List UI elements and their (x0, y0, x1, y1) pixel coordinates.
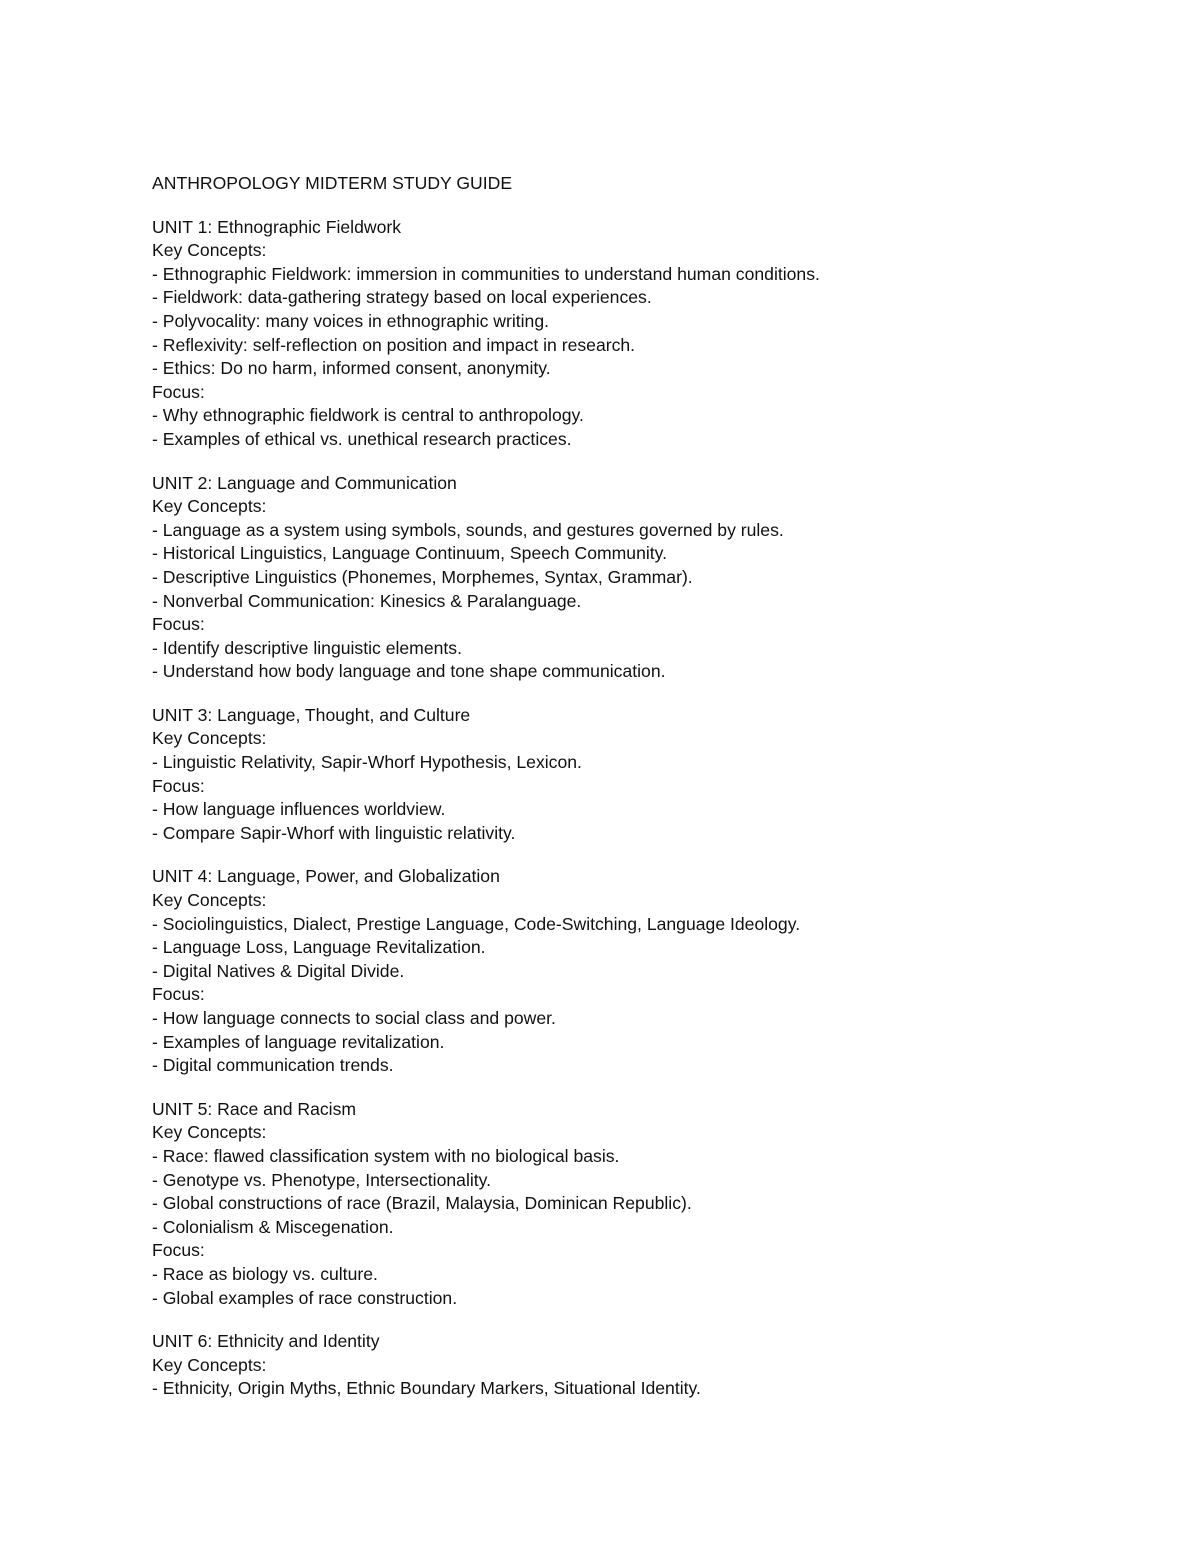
concept-item: - Global constructions of race (Brazil, Malaysia, Dominican Republic). (152, 1193, 692, 1214)
focus-label: Focus: (152, 381, 205, 402)
key-concepts-label: Key Concepts: (152, 1354, 267, 1375)
concept-item: - Fieldwork: data-gathering strategy based on local experiences. (152, 287, 652, 308)
focus-item: - Race as biology vs. culture. (152, 1263, 378, 1284)
unit-heading: UNIT 1: Ethnographic Fieldwork (152, 216, 402, 237)
unit-heading: UNIT 5: Race and Racism (152, 1098, 357, 1119)
concept-item: - Descriptive Linguistics (Phonemes, Morphemes, Syntax, Grammar). (152, 566, 693, 587)
concept-item: - Digital Natives & Digital Divide. (152, 960, 405, 981)
key-concepts-label: Key Concepts: (152, 728, 267, 749)
focus-item: - Examples of language revitalization. (152, 1031, 445, 1052)
concept-item: - Historical Linguistics, Language Continuum, Speech Community. (152, 543, 668, 564)
unit-section (152, 704, 1132, 846)
concept-item: - Sociolinguistics, Dialect, Prestige Language, Code-Switching, Language Ideology. (152, 913, 801, 934)
unit-heading: UNIT 3: Language, Thought, and Culture (152, 704, 471, 725)
units-container (152, 216, 1132, 1401)
focus-item: - How language influences worldview. (152, 799, 446, 820)
document-page (152, 172, 1132, 1421)
key-concepts-label: Key Concepts: (152, 1122, 267, 1143)
concept-item: - Ethnicity, Origin Myths, Ethnic Boundary Markers, Situational Identity. (152, 1378, 701, 1399)
concept-item: - Ethics: Do no harm, informed consent, anonymity. (152, 358, 551, 379)
concept-item: - Linguistic Relativity, Sapir-Whorf Hypothesis, Lexicon. (152, 752, 582, 773)
concept-item: - Language Loss, Language Revitalization. (152, 937, 486, 958)
focus-item: - Why ethnographic fieldwork is central to anthropology. (152, 405, 584, 426)
unit-section (152, 216, 1132, 452)
key-concepts-label: Key Concepts: (152, 240, 267, 261)
focus-item: - Global examples of race construction. (152, 1287, 458, 1308)
concept-item: - Race: flawed classification system with no biological basis. (152, 1145, 620, 1166)
key-concepts-label: Key Concepts: (152, 496, 267, 517)
concept-item: - Language as a system using symbols, sounds, and gestures governed by rules. (152, 519, 784, 540)
concept-item: - Colonialism & Miscegenation. (152, 1216, 394, 1237)
focus-item: - Identify descriptive linguistic elements. (152, 637, 462, 658)
focus-item: - Understand how body language and tone shape communication. (152, 661, 666, 682)
concept-item: - Nonverbal Communication: Kinesics & Paralanguage. (152, 590, 582, 611)
unit-heading: UNIT 6: Ethnicity and Identity (152, 1331, 380, 1352)
focus-label: Focus: (152, 775, 205, 796)
concept-item: - Genotype vs. Phenotype, Intersectionality. (152, 1169, 492, 1190)
unit-section (152, 1330, 1132, 1401)
unit-heading: UNIT 4: Language, Power, and Globalization (152, 866, 500, 887)
focus-item: - Digital communication trends. (152, 1055, 394, 1076)
concept-item: - Polyvocality: many voices in ethnographic writing. (152, 310, 550, 331)
unit-heading: UNIT 2: Language and Communication (152, 472, 457, 493)
focus-label: Focus: (152, 1240, 205, 1261)
unit-section (152, 865, 1132, 1077)
document-title: ANTHROPOLOGY MIDTERM STUDY GUIDE (152, 173, 513, 193)
unit-section (152, 1098, 1132, 1310)
focus-item: - Compare Sapir-Whorf with linguistic relativity. (152, 822, 516, 843)
concept-item: - Ethnographic Fieldwork: immersion in communities to understand human conditions. (152, 263, 820, 284)
concept-item: - Reflexivity: self-reflection on position and impact in research. (152, 334, 636, 355)
focus-item: - How language connects to social class and power. (152, 1008, 556, 1028)
unit-section (152, 472, 1132, 684)
focus-item: - Examples of ethical vs. unethical research practices. (152, 428, 572, 449)
focus-label: Focus: (152, 614, 205, 635)
key-concepts-label: Key Concepts: (152, 890, 267, 911)
focus-label: Focus: (152, 984, 205, 1005)
